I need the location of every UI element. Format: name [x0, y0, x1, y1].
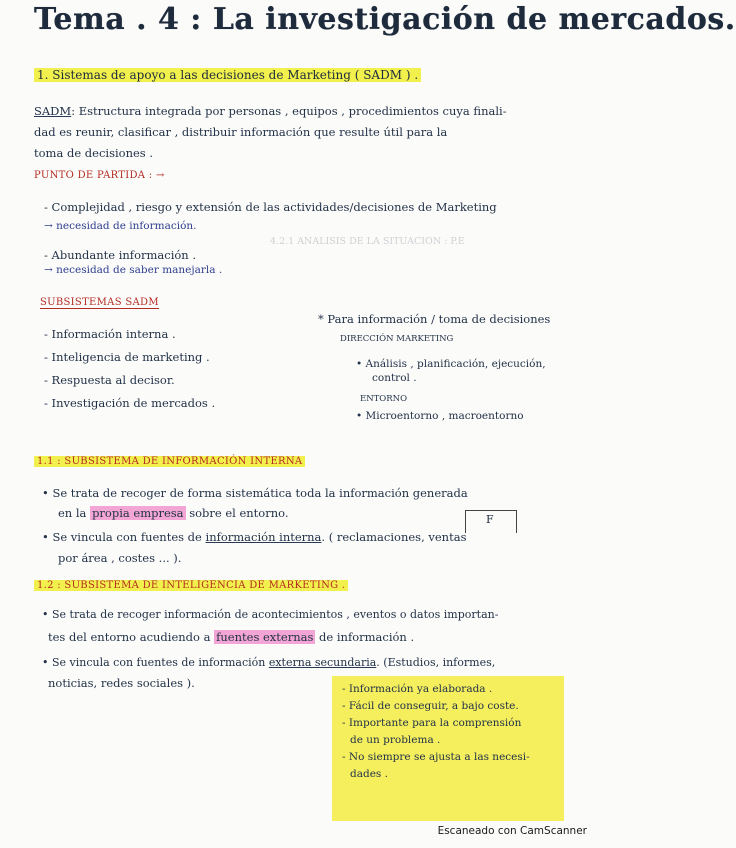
subsystem-3: - Respuesta al decisor. [44, 373, 175, 387]
sadm-definition-line-2: dad es reunir, clasificar , distribuir información que resulte útil para la [34, 125, 448, 139]
s12-b2-post: . (Estudios, informes, [376, 656, 496, 669]
s12-bullet-2-line-2: noticias, redes sociales ). [48, 676, 195, 690]
section-1-1-heading [34, 456, 305, 467]
s12-bullet-1-line-2 [48, 630, 414, 644]
sadm-definition-line-1 [34, 104, 507, 118]
section-1-heading-text: 1. Sistemas de apoyo a las decisiones de Marketing ( SADM ) . [34, 68, 421, 82]
point-1: - Complejidad , riesgo y extensión de las actividades/decisiones de Marketing [44, 200, 497, 214]
note-item-3b: de un problema . [350, 734, 441, 746]
s11-bullet-1-line-2 [58, 506, 289, 520]
starting-point-label: PUNTO DE PARTIDA : → [34, 170, 165, 181]
section-1-heading [34, 68, 421, 82]
s11-b2-underlined: información interna [205, 530, 322, 544]
bracket-mark-label: F [486, 513, 494, 526]
direction-label: DIRECCIÓN MARKETING [340, 334, 454, 344]
s12-b2-underlined: externa secundaria [268, 656, 377, 669]
bleed-through-text: 4.2.1 ANALISIS DE LA SITUACION : P.E [270, 236, 465, 247]
environment-label: ENTORNO [360, 394, 408, 404]
note-item-3: - Importante para la comprensión [342, 717, 522, 729]
direction-item-2: control . [372, 372, 417, 384]
sadm-label: SADM [34, 104, 72, 118]
note-item-1: - Información ya elaborada . [342, 683, 493, 695]
right-heading: * Para información / toma de decisiones [318, 312, 551, 326]
yellow-sticky-note [332, 676, 564, 821]
s11-b1-highlight: propia empresa [92, 506, 184, 520]
s12-b2-pre: • Se vincula con fuentes de información [42, 656, 266, 669]
subsystem-2: - Inteligencia de marketing . [44, 350, 210, 364]
s12-b1-a: tes del entorno acudiendo a [48, 630, 211, 644]
environment-item: • Microentorno , macroentorno [356, 410, 524, 422]
subsystem-1: - Información interna . [44, 327, 176, 341]
s11-b2-pre: • Se vincula con fuentes de [42, 530, 202, 544]
s12-bullet-2-line-1 [42, 656, 495, 669]
s12-b1-b: de información . [319, 630, 415, 644]
subsystems-label-text: SUBSISTEMAS SADM [40, 297, 159, 308]
subsystems-label [40, 297, 159, 308]
sadm-def-1: : Estructura integrada por personas , equipos , procedimientos cuya finali- [71, 104, 507, 118]
section-1-2-heading-text: 1.2 : SUBSISTEMA DE INTELIGENCIA DE MARKETING . [34, 580, 348, 591]
sadm-definition-line-3: toma de decisiones . [34, 146, 153, 160]
bracket-mark [465, 510, 517, 533]
s11-b1-a: en la [58, 506, 87, 520]
s11-b2-post: . ( reclamaciones, ventas [321, 530, 467, 544]
s12-b1-highlight: fuentes externas [216, 630, 314, 644]
page-title: Tema . 4 : La investigación de mercados. [34, 2, 736, 37]
s11-bullet-2-line-1 [42, 530, 466, 544]
point-4: → necesidad de saber manejarla . [44, 264, 223, 276]
subsystem-4: - Investigación de mercados . [44, 396, 216, 410]
point-3: - Abundante información . [44, 248, 197, 262]
note-item-4b: dades . [350, 768, 388, 780]
point-2: → necesidad de información. [44, 220, 197, 232]
note-item-4: - No siempre se ajusta a las necesi- [342, 751, 530, 763]
section-1-2-heading [34, 580, 348, 591]
section-1-1-heading-text: 1.1 : SUBSISTEMA DE INFORMACIÓN INTERNA [34, 456, 305, 467]
direction-item-1: • Análisis , planificación, ejecución, [356, 358, 546, 370]
note-item-2: - Fácil de conseguir, a bajo coste. [342, 700, 519, 712]
s12-bullet-1-line-1: • Se trata de recoger información de acontecimientos , eventos o datos importan- [42, 608, 499, 621]
s11-bullet-1-line-1: • Se trata de recoger de forma sistemática toda la información generada [42, 486, 468, 500]
s11-bullet-2-line-2: por área , costes ... ). [58, 551, 182, 565]
scanner-watermark: Escaneado con CamScanner [437, 825, 587, 837]
s11-b1-b: sobre el entorno. [189, 506, 289, 520]
